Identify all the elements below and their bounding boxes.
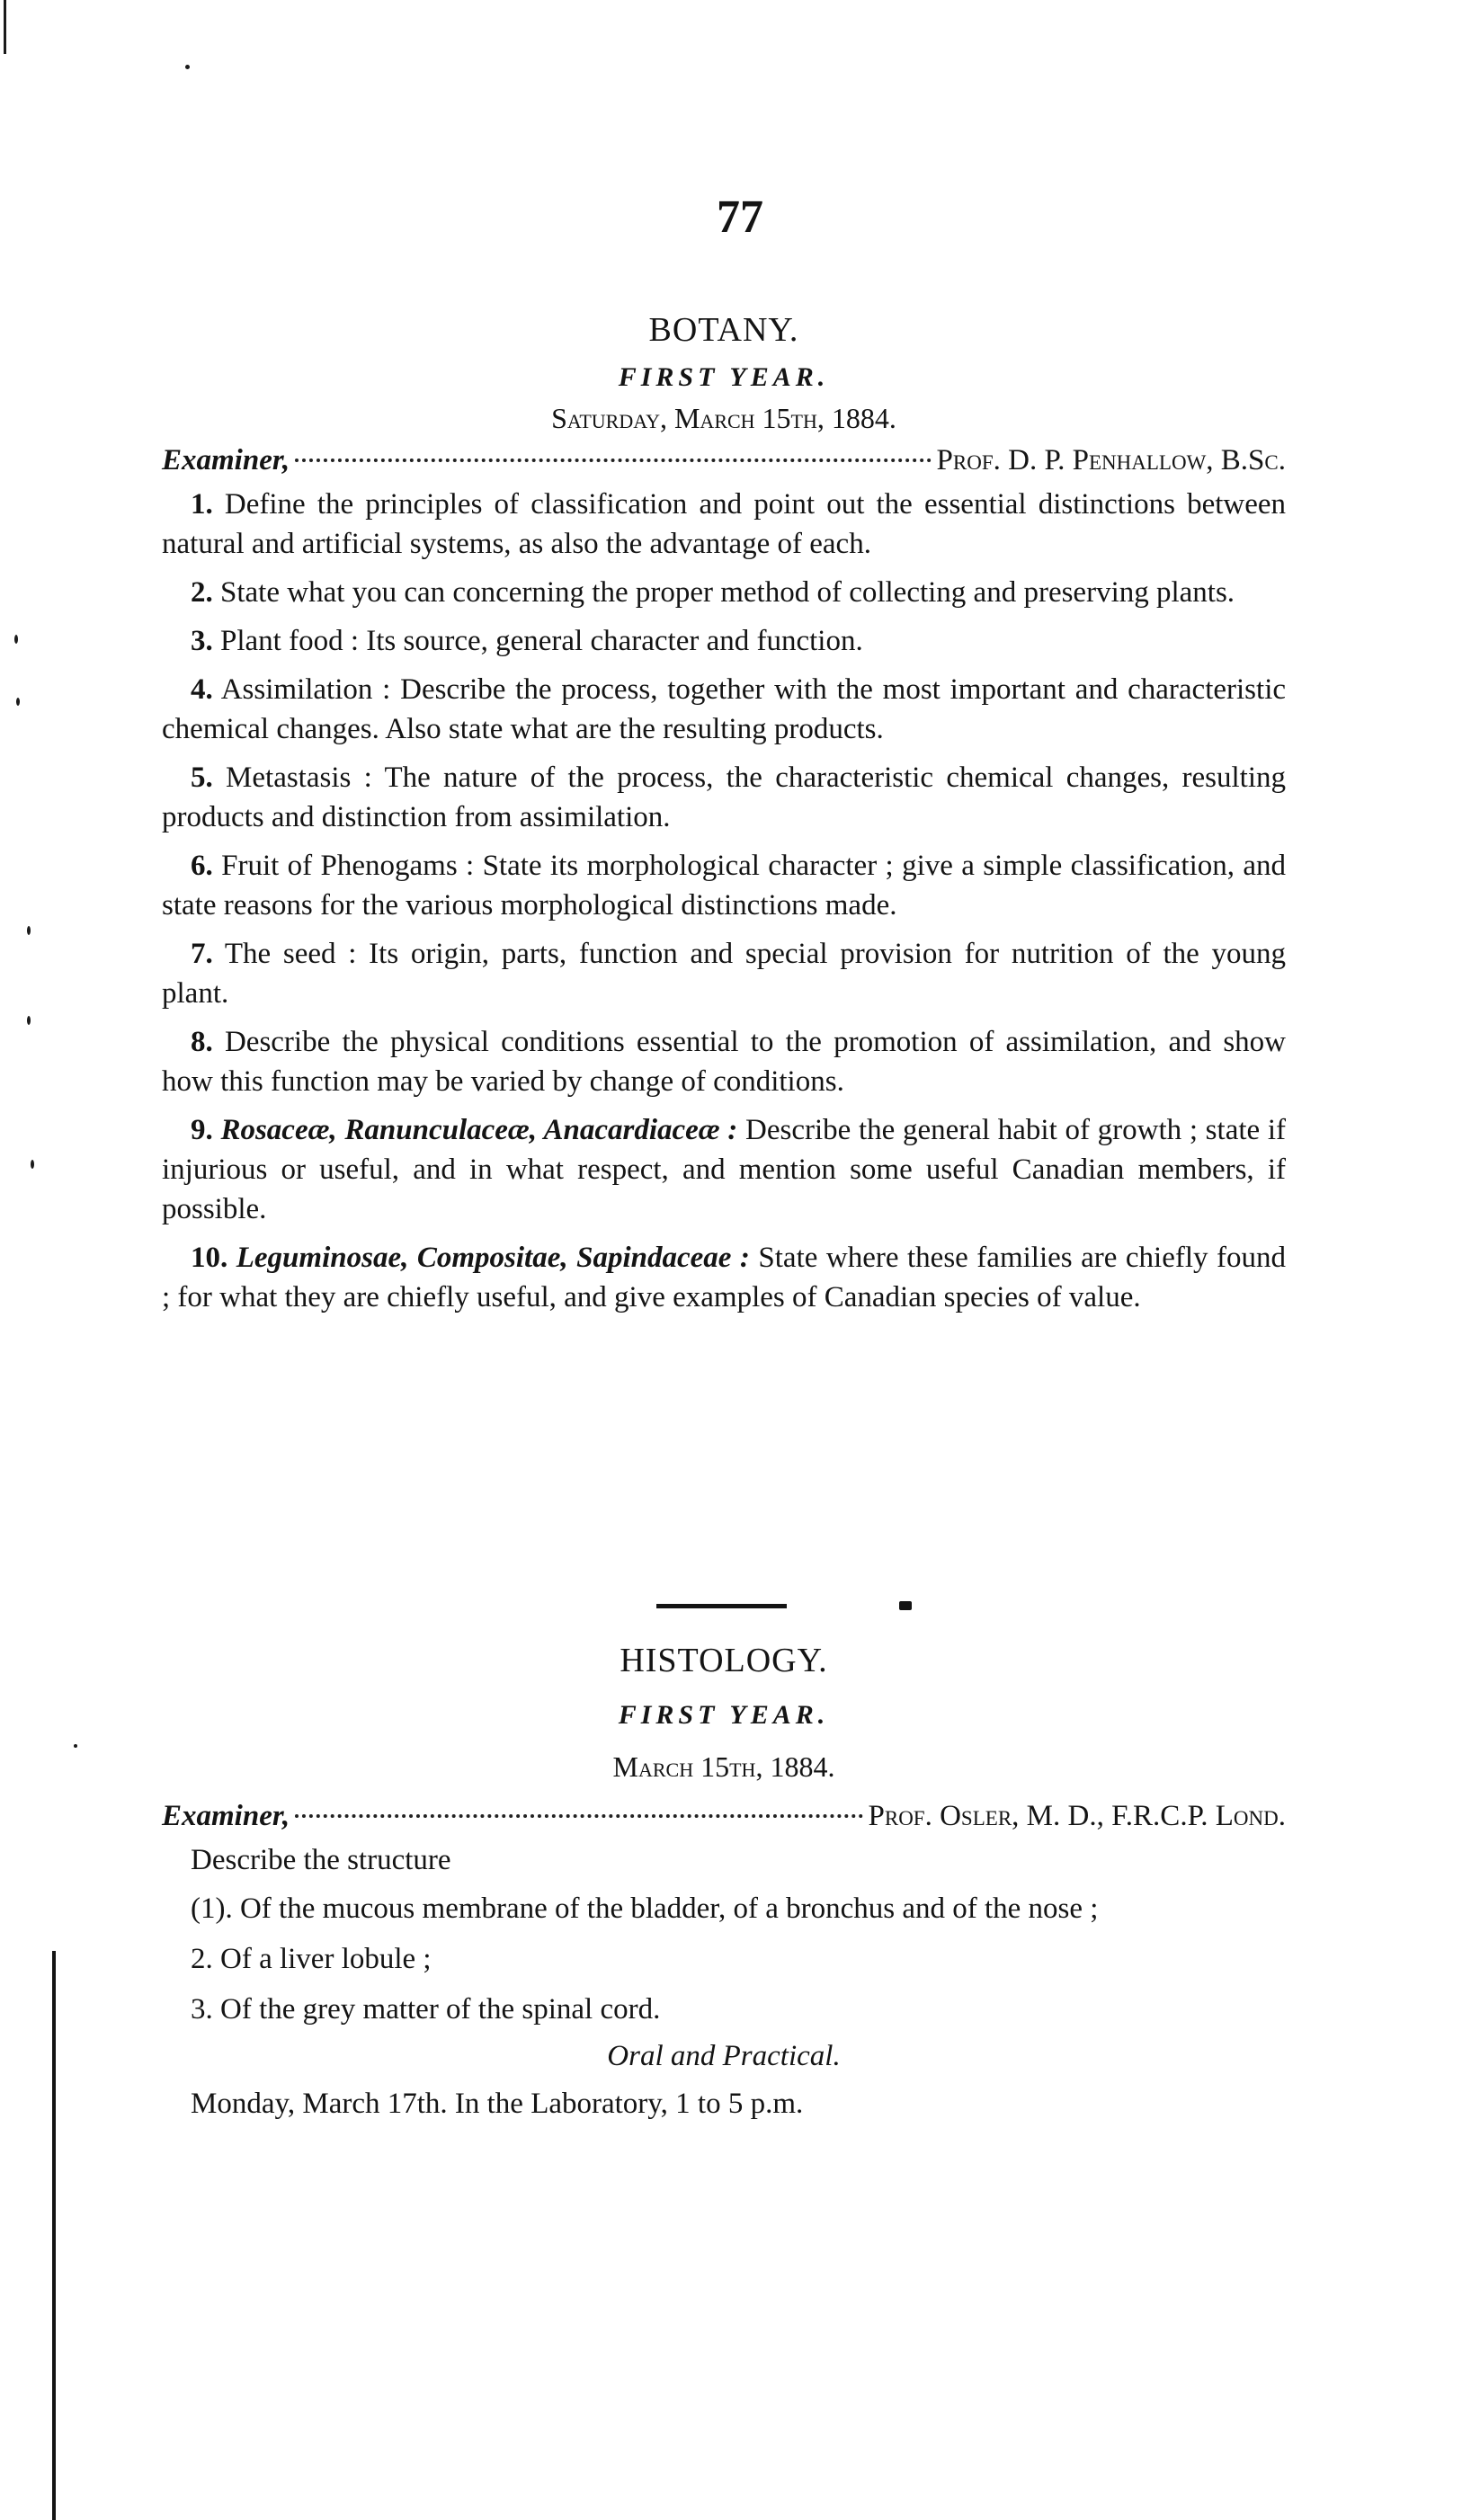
botany-examiner-label: Examiner, [162,444,290,476]
question-number: 4. [191,673,213,706]
scan-speck [16,698,20,706]
question-number: 8. [191,1026,213,1058]
histology-examiner-name: Prof. Osler, M. D., F.R.C.P. Lond. [868,1800,1286,1832]
botany-question-10 [162,1238,1286,1317]
question-number: 2. [191,576,213,609]
histology-examiner-label: Examiner, [162,1800,290,1832]
histology-date: March 15th, 1884. [612,1750,835,1783]
question-text: State where these families are chiefly found ; for what they are chiefly useful, and give examples of Canadian species of value. [162,1242,1286,1313]
question-text: State what you can concerning the proper method of collecting and preserving plants. [220,576,1235,609]
question-number: 10. [191,1242,228,1274]
botany-question-4 [162,670,1286,749]
botany-question-6 [162,846,1286,925]
botany-question-2 [162,573,1286,612]
botany-question-7 [162,934,1286,1013]
question-number: 3. [191,625,213,657]
histology-title: HISTOLOGY. [620,1642,828,1679]
question-text: Metastasis : The nature of the process, the characteristic chemical changes, resulting products and distinction from assimilation. [162,761,1287,833]
question-families: Leguminosae, Compositae, Sapindaceae : [236,1242,750,1274]
scan-margin-line [52,1951,56,2520]
histology-section [162,1641,1286,2124]
botany-question-1 [162,485,1286,564]
botany-question-3 [162,621,1286,661]
oral-practical-heading: Oral and Practical. [607,2040,841,2072]
histology-item-2: 2. Of a liver lobule ; [191,1943,432,1975]
scan-speck [185,65,190,69]
scan-speck [74,1744,77,1748]
botany-question-5 [162,758,1286,837]
scan-speck [14,635,18,644]
histology-item-3: 3. Of the grey matter of the spinal cord. [191,1993,661,2026]
scan-edge-line [4,0,6,54]
question-text: Assimilation : Describe the process, together with the most important and characteristic chemical changes. Also state what are the resulting products. [162,673,1287,745]
question-text: Define the principles of classification and point out the essential distinctions between natural and artificial systems, as also the advantage of each. [162,488,1287,560]
botany-examiner-name: Prof. D. P. Penhallow, B.Sc. [936,444,1286,476]
question-text: Describe the general habit of growth ; state if injurious or useful, and in what respect, and mention some useful Canadian members, if possible. [162,1114,1287,1225]
dotted-leader [295,459,931,462]
question-families: Rosaceæ, Ranunculaceæ, Anacardiaceæ : [220,1114,738,1146]
histology-item-1: (1). Of the mucous membrane of the bladder, of a bronchus and of the nose ; [191,1892,1099,1925]
botany-section [162,310,1286,1317]
question-text: Fruit of Phenogams : State its morphological character ; give a simple classification, and state reasons for the various morphological distinctions made. [162,850,1287,922]
exam-schedule: Monday, March 17th. In the Laboratory, 1 to 5 p.m. [191,2088,804,2120]
botany-question-8 [162,1022,1286,1101]
question-number: 9. [191,1114,213,1146]
question-text: The seed : Its origin, parts, function and special provision for nutrition of the young plant. [162,938,1287,1010]
question-number: 6. [191,850,213,882]
question-number: 5. [191,761,213,794]
botany-subtitle: FIRST YEAR. [618,362,830,392]
scan-speck [27,1016,31,1025]
botany-date: Saturday, March 15th, 1884. [551,402,896,434]
botany-examiner-line [162,444,1286,477]
botany-title: BOTANY. [648,311,799,349]
scan-speck [27,926,31,935]
histology-examiner-line [162,1800,1286,1833]
divider-mark [899,1601,912,1610]
histology-intro: Describe the structure [191,1844,451,1876]
histology-subtitle: FIRST YEAR. [618,1700,830,1730]
section-divider [656,1604,787,1608]
question-text: Describe the physical conditions essential to the promotion of assimilation, and show how this function may be varied by change of conditions. [162,1026,1287,1098]
scan-speck [31,1160,34,1169]
dotted-leader [295,1814,862,1818]
page-number: 77 [717,191,763,243]
question-number: 7. [191,938,213,970]
question-text: Plant food : Its source, general character and function. [220,625,863,657]
botany-question-9 [162,1110,1286,1229]
question-number: 1. [191,488,213,521]
